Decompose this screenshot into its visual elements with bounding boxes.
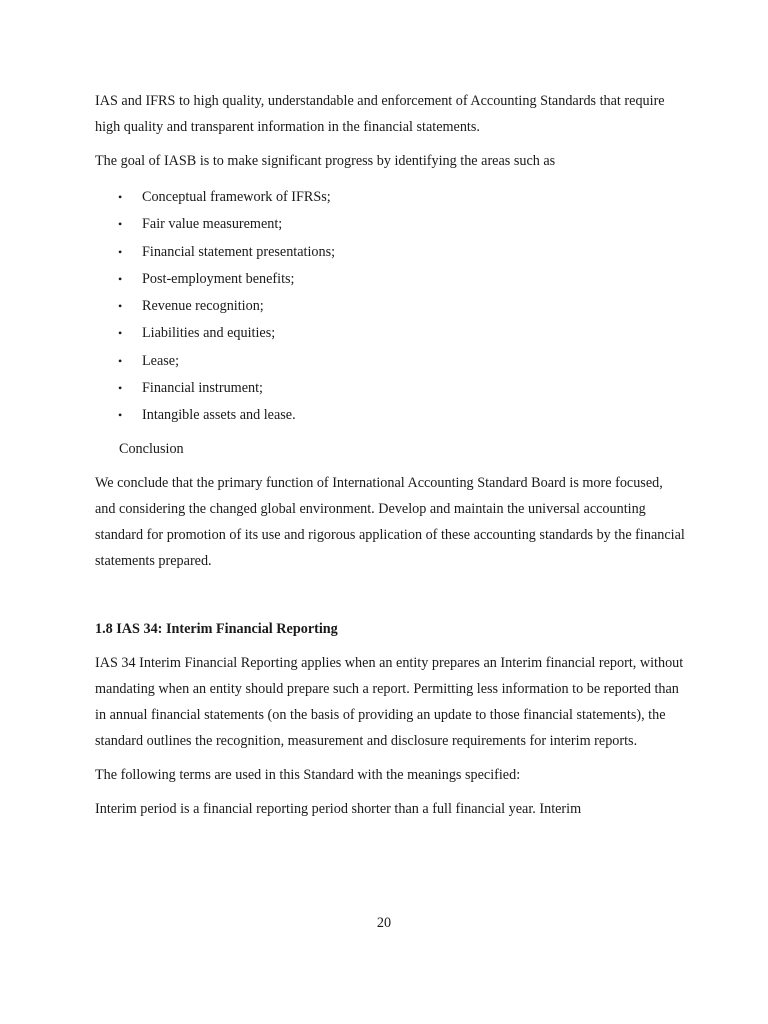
bullet-icon: • <box>118 408 123 423</box>
terms-paragraph: The following terms are used in this Standard with the meanings specified: <box>95 766 521 783</box>
list-item <box>95 375 685 402</box>
areas-bullet-list <box>95 184 685 430</box>
document-page <box>95 88 685 822</box>
bullet-icon: • <box>118 190 123 204</box>
page-number: 20 <box>376 915 392 931</box>
bullet-icon: • <box>118 299 123 314</box>
list-item-text: Liabilities and equities; <box>142 325 276 342</box>
list-item-text: Conceptual framework of IFRSs; <box>142 189 331 205</box>
list-item-text: Lease; <box>142 352 180 369</box>
bullet-icon: • <box>118 381 123 396</box>
list-item <box>95 211 685 238</box>
list-item-text: Fair value measurement; <box>142 216 283 233</box>
bullet-icon: • <box>118 244 123 259</box>
list-item-text: Revenue recognition; <box>142 298 264 315</box>
intro-paragraph: IAS and IFRS to high quality, understandable and enforcement of Accounting Standards that require high quality and transparent information in the financial statements. <box>95 93 665 135</box>
list-item-text: Intangible assets and lease. <box>142 407 296 424</box>
list-item <box>95 402 685 429</box>
bullet-icon: • <box>118 271 123 286</box>
list-item <box>95 293 685 320</box>
list-item-text: Financial statement presentations; <box>142 243 336 260</box>
conclusion-paragraph: We conclude that the primary function of International Accounting Standard Board is more focused, and considering the changed global environment. Develop and maintain the universal accounting standard for promotion of its use and rigorous application of these accounting standards by the financial statements prepared. <box>95 474 685 569</box>
interim-period-paragraph: Interim period is a financial reporting period shorter than a full financial year. Interim <box>95 800 582 817</box>
list-item <box>95 348 685 375</box>
list-item <box>95 239 685 266</box>
list-item-text: Post-employment benefits; <box>142 270 295 287</box>
list-item <box>95 184 685 211</box>
goal-paragraph: The goal of IASB is to make significant progress by identifying the areas such as <box>95 153 556 169</box>
conclusion-label: Conclusion <box>119 440 184 457</box>
bullet-icon: • <box>118 217 123 232</box>
bullet-icon: • <box>118 353 123 368</box>
list-item <box>95 266 685 293</box>
ias34-paragraph: IAS 34 Interim Financial Reporting applies when an entity prepares an Interim financial report, without mandating when an entity should prepare such a report. Permitting less information to be reported than in annual financial statements (on the basis of providing an update to those financial statements), the standard outlines the recognition, measurement and disclosure requirements for interim reports. <box>95 654 684 749</box>
section-heading: 1.8 IAS 34: Interim Financial Reporting <box>95 620 338 637</box>
bullet-icon: • <box>118 326 123 341</box>
list-item <box>95 320 685 347</box>
list-item-text: Financial instrument; <box>142 380 263 397</box>
